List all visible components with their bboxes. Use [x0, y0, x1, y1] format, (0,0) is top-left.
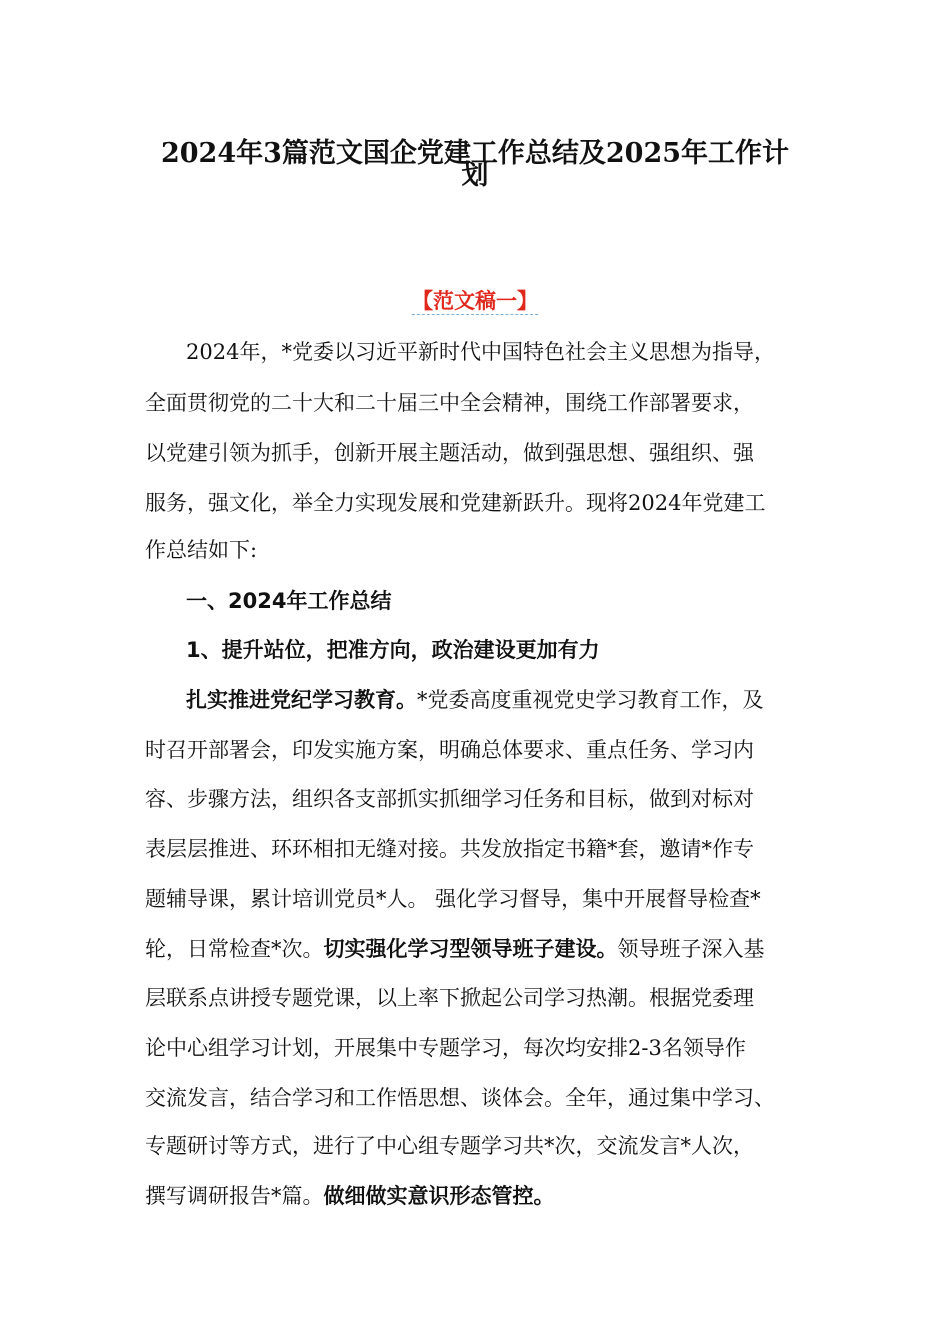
- body-bold-phrase: 切实强化学习型领导班子建设。: [323, 937, 618, 961]
- body-line: 专题研讨等方式，进行了中心组专题学习共*次，交流发言*人次，: [145, 1134, 754, 1158]
- intro-line: 作总结如下:: [145, 538, 258, 562]
- body-line: 容、步骤方法，组织各支部抓实抓细学习任务和目标，做到对标对: [145, 787, 754, 811]
- document-title-line-2: 划: [461, 160, 489, 191]
- document-title-line-1: 2024年3篇范文国企党建工作总结及2025年工作计: [160, 138, 790, 169]
- section-tag-label: 【范文稿一】: [412, 289, 538, 313]
- body-line: 交流发言，结合学习和工作悟思想、谈体会。全年，通过集中学习、: [145, 1086, 775, 1110]
- body-bold-phrase: 做细做实意识形态管控。: [323, 1184, 555, 1208]
- intro-line: 全面贯彻党的二十大和二十届三中全会精神，围绕工作部署要求，: [145, 391, 754, 415]
- body-line: 题辅导课，累计培训党员*人。 强化学习督导，集中开展督导检查*: [145, 887, 761, 911]
- body-text: 撰写调研报告*篇。: [145, 1184, 324, 1208]
- body-bold-phrase: 扎实推进党纪学习教育。: [186, 688, 417, 712]
- body-line: 论中心组学习计划，开展集中专题学习，每次均安排2-3名领导作: [145, 1036, 746, 1060]
- intro-line: 服务，强文化，举全力实现发展和党建新跃升。现将2024年党建工: [145, 491, 766, 515]
- body-line: 层联系点讲授专题党课，以上率下掀起公司学习热潮。根据党委理: [145, 986, 754, 1010]
- body-text: 轮，日常检查*次。: [145, 937, 324, 961]
- intro-line: 2024年，*党委以习近平新时代中国特色社会主义思想为指导，: [186, 340, 775, 364]
- section-heading-1: 一、2024年工作总结: [186, 589, 392, 613]
- body-text: 领导班子深入基: [617, 937, 765, 961]
- body-line: [145, 936, 825, 962]
- section-tag: [0, 288, 950, 314]
- body-line: 表层层推进、环环相扣无缝对接。共发放指定书籍*套，邀请*作专: [145, 837, 754, 861]
- body-line: [186, 687, 866, 713]
- body-text: *党委高度重视党史学习教育工作，及: [417, 688, 764, 712]
- body-line: [145, 1183, 825, 1209]
- intro-line: 以党建引领为抓手，创新开展主题活动，做到强思想、强组织、强: [145, 441, 754, 465]
- subsection-heading-1: 1、提升站位，把准方向，政治建设更加有力: [186, 638, 600, 662]
- body-line: 时召开部署会，印发实施方案，明确总体要求、重点任务、学习内: [145, 738, 754, 762]
